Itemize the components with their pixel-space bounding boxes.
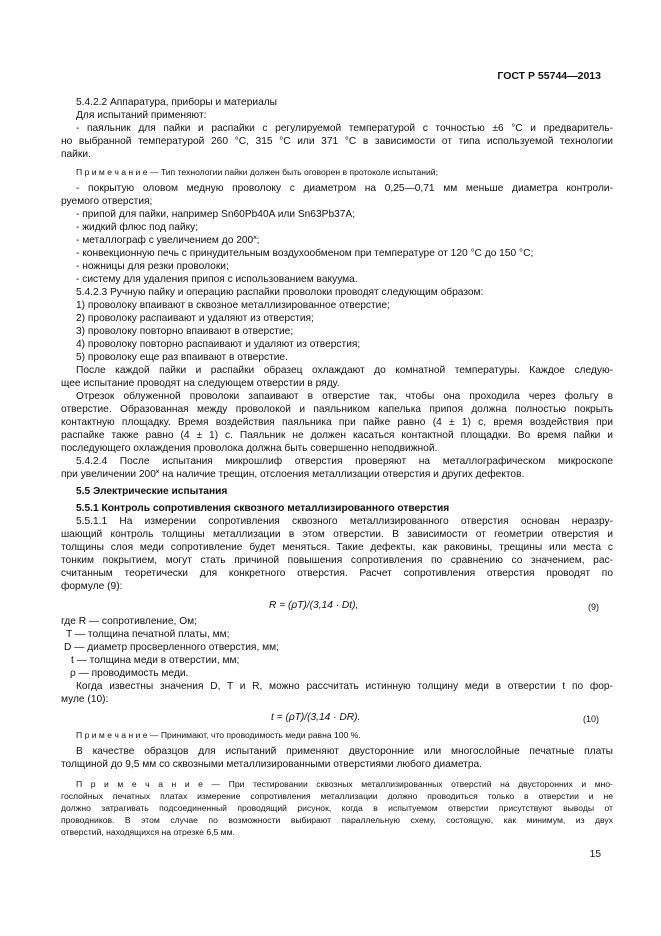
text-line: 5.4.2.2 Аппаратура, приборы и материалы bbox=[76, 97, 278, 108]
text-line: формуле (9): bbox=[61, 581, 123, 592]
text-line: - жидкий флюс под пайку; bbox=[76, 222, 199, 233]
note-line: П р и м е ч а н и е — При тестировании сквозных металлизированных отверстий на двусторонних и мно- bbox=[76, 779, 613, 789]
note-line: гослойных печатных платах измерение сопротивления металлизации должно проводиться только в отверстии и не bbox=[61, 791, 613, 801]
text-line: 5) проволоку еще раз впаивают в отверстие. bbox=[76, 352, 288, 363]
text-line: Когда известны значения D, T и R, можно рассчитать истинную толщину меди в отверстии t по фор- bbox=[76, 681, 613, 692]
text-line: t — толщина меди в отверстии, мм; bbox=[71, 655, 240, 666]
text-line: Для испытаний применяют: bbox=[76, 110, 207, 121]
text-line: 1) проволоку впаивают в сквозное металлизированное отверстие; bbox=[76, 300, 390, 311]
text-line: 5.5.1.1 На измерении сопротивления сквозного металлизированного отверстия основан неразру- bbox=[76, 516, 613, 527]
text-line: - паяльник для пайки и распайки с регулируемой температурой с точностью ±6 °С и предваритель- bbox=[76, 123, 613, 134]
text-line: распайке также равно (4 ± 1) с. Паяльник не должен касаться контактной площадки. Во время пайки и bbox=[61, 430, 613, 441]
text-line: толщиной до 9,5 мм со сквозными металлизированными отверстиями любого диаметра. bbox=[61, 759, 482, 770]
text-line: муле (10): bbox=[61, 694, 109, 705]
note-line: отверстий, находящихся на отрезке 6,5 мм. bbox=[61, 827, 235, 837]
text-line: 3) проволоку повторно впаивают в отверстие; bbox=[76, 326, 294, 337]
text-line: - конвекционную печь с принудительным воздухообменом при температуре от 120 °С до 150 °С; bbox=[76, 248, 534, 259]
text-line: шающий контроль толщины металлизации в этом отверстии. В зависимости от геометрии отверстия и bbox=[61, 529, 613, 540]
section-heading: 5.5.1 Контроль сопротивления сквозного металлизированного отверстия bbox=[76, 503, 450, 514]
text-line: - систему для удаления припоя с использованием вакуума. bbox=[76, 274, 358, 285]
text-line: В качестве образцов для испытаний применяют двусторонние или многослойные печатные платы bbox=[76, 746, 613, 757]
text-line: D — диаметр просверленного отверстия, мм; bbox=[64, 642, 279, 653]
formula-10: t = (ρT)/(3,14 · DR). bbox=[271, 712, 361, 723]
text-line: 5.4.2.3 Ручную пайку и операцию распайки проволоки проводят следующим образом: bbox=[76, 287, 484, 298]
note-line: проводников. В этом случае по возможности выбирают параллельную схему, состоящую, как минимум, из двух bbox=[61, 815, 613, 825]
section-heading: 5.5 Электрические испытания bbox=[76, 486, 228, 497]
equation-number-10: (10) bbox=[582, 714, 599, 724]
text-line: T — толщина печатной платы, мм; bbox=[66, 629, 230, 640]
text-line: - покрытую оловом медную проволоку с диаметром на 0,25—0,71 мм меньше диаметра контроли- bbox=[76, 183, 613, 194]
text-line: при увеличении 200˟ на наличие трещин, отслоения металлизации отверстия и других дефектов. bbox=[61, 469, 525, 480]
text-line: но выбранной температурой 260 °С, 315 °С или 371 °С в зависимости от типа используемой технологии bbox=[61, 136, 613, 147]
note-line: П р и м е ч а н и е — Принимают, что проводимость меди равна 100 %. bbox=[76, 730, 361, 740]
text-line: 4) проволоку повторно распаивают и удаляют из отверстия; bbox=[76, 339, 361, 350]
text-line: руемого отверстия; bbox=[61, 196, 153, 207]
text-line: ρ — проводимость меди. bbox=[70, 668, 189, 679]
page-number: 15 bbox=[589, 849, 601, 860]
note-line: должно затрагивать подсоединенный проводящий рисунок, когда в испытуемом отверстии присутствуют выводы от bbox=[61, 803, 613, 813]
text-line: контактную площадку. Время воздействия паяльника при пайке равно (4 ± 1) с, время воздействия при bbox=[61, 417, 613, 428]
text-line: - припой для пайки, например Sn60Pb40A или Sn63Pb37A; bbox=[76, 209, 356, 220]
text-line: щее испытание проводят на следующем отверстии в ряду. bbox=[61, 378, 340, 389]
text-line: После каждой пайки и распайки образец охлаждают до комнатной температуры. Каждое следую- bbox=[76, 365, 613, 376]
note-line: П р и м е ч а н и е — Тип технологии пайки должен быть оговорен в протоколе испытаний; bbox=[76, 167, 438, 177]
text-line: Отрезок облуженной проволоки запаивают в отверстие так, чтобы она проходила через фольгу в bbox=[76, 391, 613, 402]
text-line: - металлограф с увеличением до 200˟; bbox=[76, 235, 260, 246]
text-line: отверстие. Образованная между проволокой и паяльником капелька припоя должна полностью покрыть bbox=[61, 404, 613, 415]
text-line: считанным теоретически для конкретного отверстия. Расчет сопротивления отверстия проводят по bbox=[61, 568, 613, 579]
text-line: 5.4.2.4 После испытания микрошлиф отверстия проверяют на металлографическом микроскопе bbox=[76, 456, 613, 467]
text-line: последующего охлаждения проволока должна быть совершенно неподвижной. bbox=[61, 443, 438, 454]
text-line: тонким покрытием, могут стать причиной повышения сопротивления по сравнению со значением, рас- bbox=[61, 555, 613, 566]
text-line: толщины слоя меди сопротивление будет меняться. Такие дефекты, как раковины, трещины или места с bbox=[61, 542, 613, 553]
formula-9: R = (ρT)/(3,14 · Dt), bbox=[269, 600, 359, 611]
text-line: где R — сопротивление, Ом; bbox=[61, 616, 197, 627]
text-line: - ножницы для резки проволоки; bbox=[76, 261, 229, 272]
text-line: пайки. bbox=[61, 149, 91, 160]
document-header: ГОСТ Р 55744—2013 bbox=[497, 70, 601, 82]
text-line: 2) проволоку распаивают и удаляют из отверстия; bbox=[76, 313, 314, 324]
equation-number-9: (9) bbox=[588, 602, 599, 612]
